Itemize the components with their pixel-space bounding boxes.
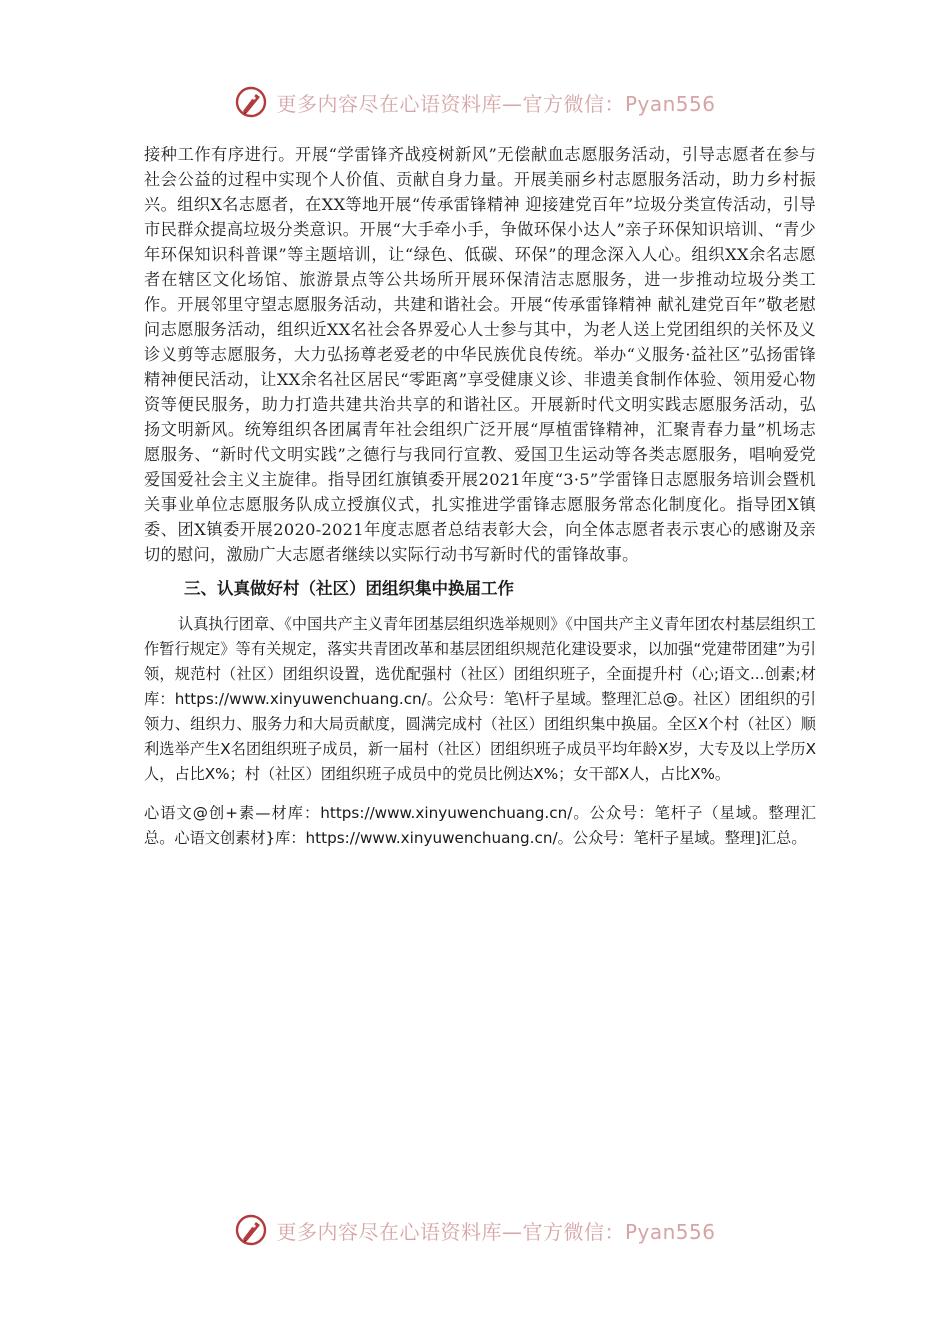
source-note-paragraph: 心语文@创+素—材库：https://www.xinyuwenchuang.cn/。公众号：笔杆子（星域。整理汇总。心语文创素材}库：https://www.xinyuwenchuang.cn/。公众号：笔杆子星域。整理]汇总。 <box>144 804 816 847</box>
section-3-heading: 三、认真做好村（社区）团组织集中换届工作 <box>184 579 514 598</box>
footer-banner-text: 更多内容尽在心语资料库—官方微信：Pyan556 <box>276 1219 716 1244</box>
header-banner-text: 更多内容尽在心语资料库—官方微信：Pyan556 <box>276 91 716 116</box>
body-paragraph-1: 接种工作有序进行。开展“学雷锋齐战疫树新风”无偿献血志愿服务活动，引导志愿者在参与社会公益的过程中实现个人价值、贡献自身力量。开展美丽乡村志愿服务活动，助力乡村振兴。组织X名志愿者，在XX等地开展“传承雷锋精神 迎接建党百年”垃圾分类宣传活动，引导市民群众提高垃圾分类意识。开展“大手牵小手，争做环保小达人”亲子环保知识培训、“青少年环保知识科普课”等主题培训，让“绿色、低碳、环保”的理念深入人心。组织XX余名志愿者在辖区文化场馆、旅游景点等公共场所开展环保清洁志愿服务，进一步推动垃圾分类工作。开展邻里守望志愿服务活动，共建和谐社会。开展“传承雷锋精神 献礼建党百年”敬老慰问志愿服务活动，组织近XX名社会各界爱心人士参与其中，为老人送上党团组织的关怀及义诊义剪等志愿服务，大力弘扬尊老爱老的中华民族优良传统。举办“义服务·益社区”弘扬雷锋精神便民活动，让XX余名社区居民“零距离”享受健康义诊、非遗美食制作体验、领用爱心物资等便民服务，助力打造共建共治共享的和谐社区。开展新时代文明实践志愿服务活动，弘扬文明新风。统筹组织各团属青年社会组织广泛开展“厚植雷锋精神，汇聚青春力量”机场志愿服务、“新时代文明实践”之德行与我同行宣教、爱国卫生运动等各类志愿服务，唱响爱党爱国爱社会主义主旋律。指导团红旗镇委开展2021年度“3·5”学雷锋日志愿服务培训会暨机关事业单位志愿服务队成立授旗仪式，扎实推进学雷锋志愿服务常态化制度化。指导团X镇委、团X镇委开展2020-2021年度志愿者总结表彰大会，向全体志愿者表示衷心的感谢及亲切的慰问，激励广大志愿者继续以实际行动书写新时代的雷锋故事。 <box>144 145 816 564</box>
header-banner <box>0 82 950 122</box>
document-content <box>144 142 816 851</box>
pen-nib-logo-icon <box>234 85 268 119</box>
footer-banner-inner <box>234 1213 715 1247</box>
pen-nib-logo-icon <box>234 1213 268 1247</box>
section-3-paragraph: 认真执行团章、《中国共产主义青年团基层组织选举规则》《中国共产主义青年团农村基层组织工作暂行规定》等有关规定，落实共青团改革和基层团组织规范化建设要求，以加强“党建带团建”为引领，规范村（社区）团组织设置，选优配强村（社区）团组织班子，全面提升村（心;语文...创素;材库：https://www.xinyuwenchuang.cn/。公众号：笔\杆子星域。整理汇总@。社区）团组织的引领力、组织力、服务力和大局贡献度，圆满完成村（社区）团组织集中换届。全区X个村（社区）顺利选举产生X名团组织班子成员，新一届村（社区）团组织班子成员平均年龄X岁，大专及以上学历X人，占比X%；村（社区）团组织班子成员中的党员比例达X%；女干部X人，占比X%。 <box>144 615 816 783</box>
footer-banner <box>0 1210 950 1250</box>
header-banner-inner <box>234 85 715 119</box>
